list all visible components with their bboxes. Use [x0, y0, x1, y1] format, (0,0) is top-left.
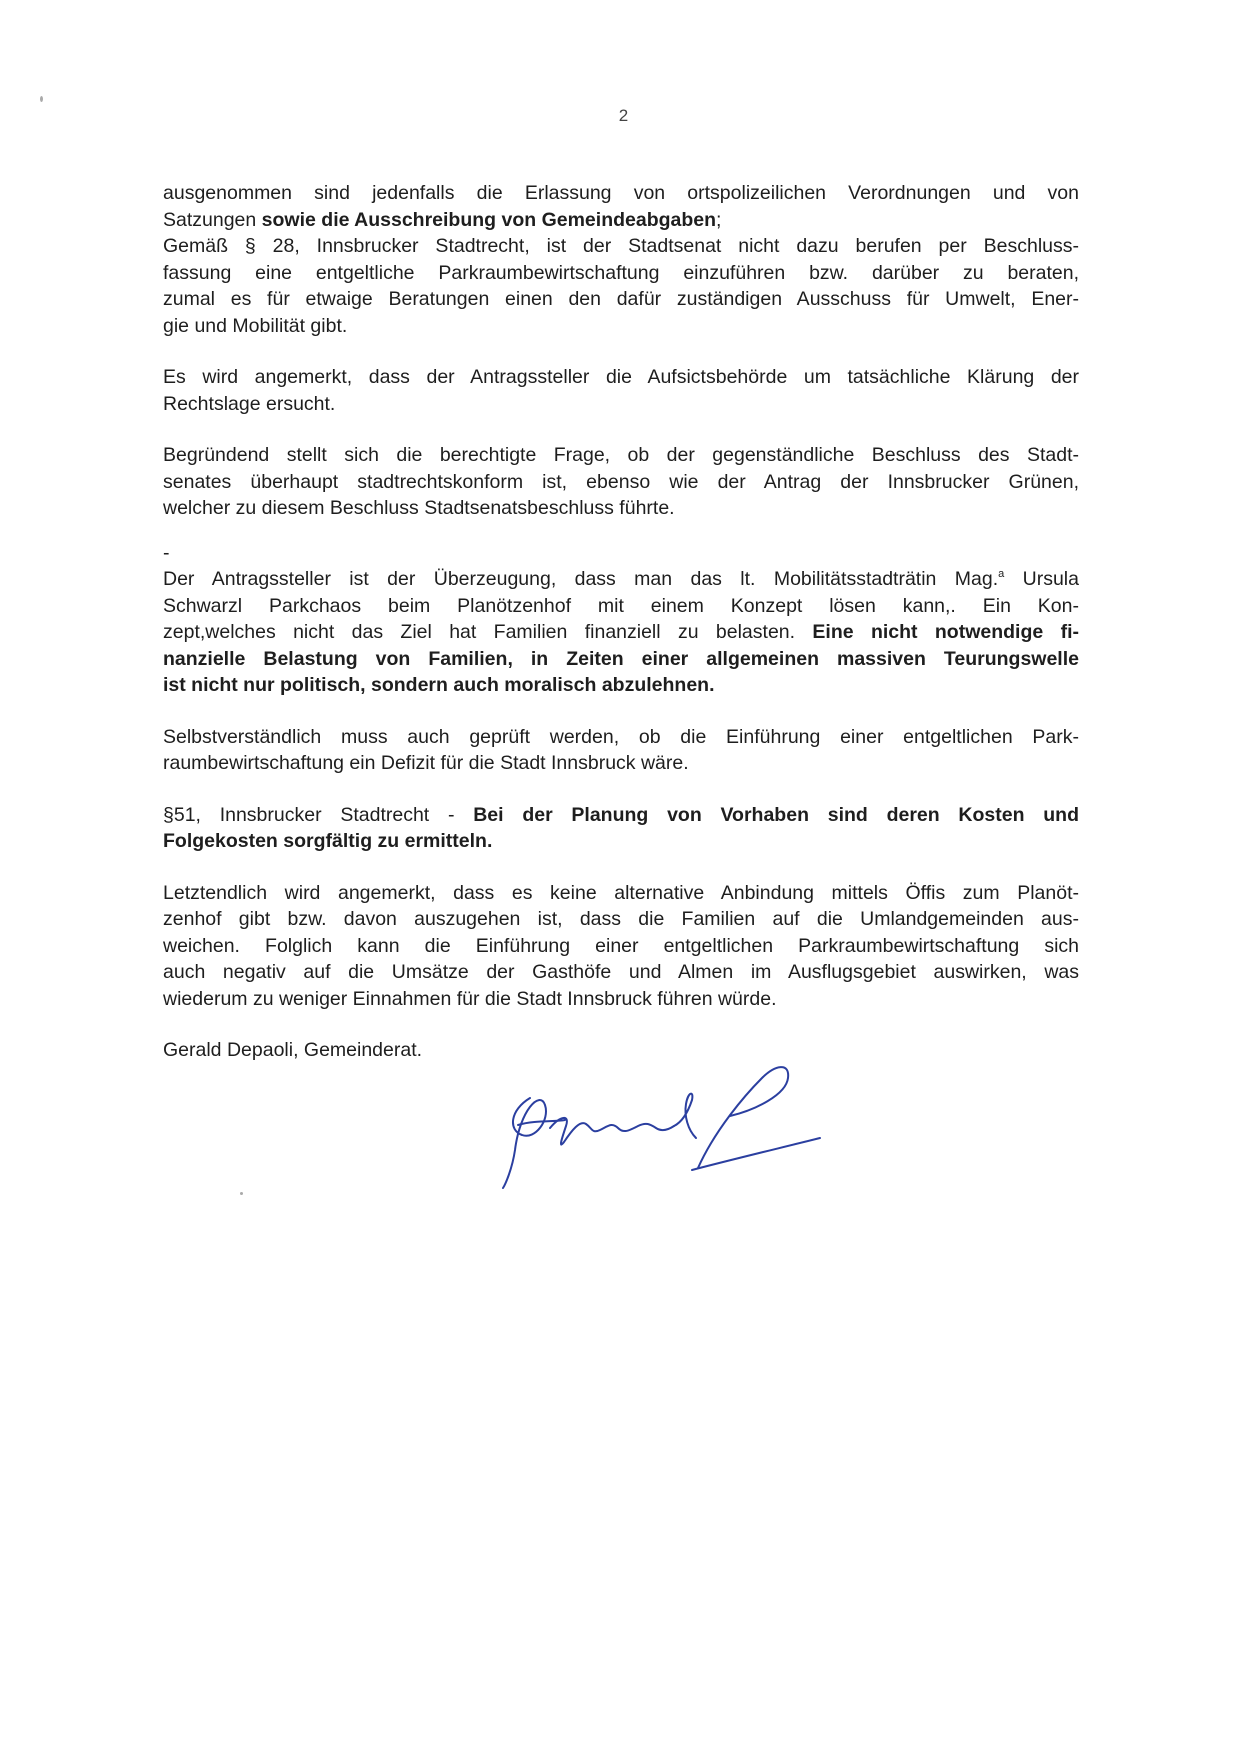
text-span: ;: [716, 208, 722, 231]
text-span: §51, Innsbrucker Stadtrecht -: [163, 803, 474, 826]
scan-speck: [240, 1192, 243, 1195]
text-line: fassung eine entgeltliche Parkraumbewirtschaftung einzuführen bzw. darüber zu beraten,: [163, 261, 1079, 284]
page-number: 2: [618, 106, 629, 125]
text-line: zenhof gibt bzw. davon auszugehen ist, dass die Familien auf die Umlandgemeinden aus-: [163, 908, 1079, 930]
text-line: weichen. Folglich kann die Einführung einer entgeltlichen Parkraumbewirtschaftung sich: [163, 934, 1079, 957]
dash-marker: -: [163, 541, 170, 564]
paragraph-5: [163, 724, 1079, 777]
handwritten-signature-icon: [500, 1050, 880, 1190]
text-line: [163, 207, 1079, 234]
text-span: Der Antragssteller ist der Überzeugung, dass man das lt. Mobilitätsstadträtin Mag.: [163, 568, 999, 590]
superscript: a: [998, 568, 1005, 580]
bold-text-line: nanzielle Belastung von Familien, in Zeiten einer allgemeinen massiven Teurungswelle: [163, 647, 1079, 670]
document-body: [163, 180, 1079, 1064]
text-line: auch negativ auf die Umsätze der Gasthöfe und Almen im Ausflugsgebiet auswirken, was: [163, 961, 1079, 983]
bold-text: Bei der Planung von Vorhaben sind deren Kosten und: [473, 803, 1079, 826]
text-line: zumal es für etwaige Beratungen einen den dafür zuständigen Ausschuss für Umwelt, Ener-: [163, 288, 1079, 310]
bold-text-line: Folgekosten sorgfältig zu ermitteln.: [163, 830, 493, 852]
closing-signature-line: Gerald Depaoli, Gemeinderat.: [163, 1039, 423, 1061]
scan-speck: [40, 96, 43, 102]
text-line: gie und Mobilität gibt.: [163, 314, 348, 337]
text-span: zept,welches nicht das Ziel hat Familien finanziell zu belasten.: [163, 621, 813, 643]
text-line: Letztendlich wird angemerkt, dass es keine alternative Anbindung mittels Öffis zum Planöt-: [163, 881, 1079, 904]
text-line: Selbstverständlich muss auch geprüft werden, ob die Einführung einer entgeltlichen Park-: [163, 725, 1079, 748]
text-line: raumbewirtschaftung ein Defizit für die Stadt Innsbruck wäre.: [163, 752, 689, 774]
text-line: [163, 566, 1079, 593]
text-line: senates überhaupt stadtrechtskonform ist, ebenso wie der Antrag der Innsbrucker Grünen,: [163, 470, 1079, 493]
text-line: [163, 619, 1079, 646]
text-line: ausgenommen sind jedenfalls die Erlassung von ortspolizeilichen Verordnungen und von: [163, 182, 1079, 204]
bold-text: sowie die Ausschreibung von Gemeindeabgaben: [261, 208, 717, 231]
text-line: Es wird angemerkt, dass der Antragssteller die Aufsictsbehörde um tatsächliche Klärung der: [163, 366, 1079, 388]
text-line: [163, 802, 1079, 829]
text-line: Rechtslage ersucht.: [163, 392, 336, 415]
bold-text-line: ist nicht nur politisch, sondern auch moralisch abzulehnen.: [163, 674, 715, 696]
paragraph-7: [163, 880, 1079, 1013]
bold-text: Eine nicht notwendige fi-: [812, 621, 1079, 643]
text-line: Gemäß § 28, Innsbrucker Stadtrecht, ist der Stadtsenat nicht dazu berufen per Beschluss-: [163, 235, 1079, 257]
paragraph-1: [163, 180, 1079, 339]
text-span: Ursula: [1004, 568, 1079, 590]
text-span: Satzungen: [163, 208, 262, 231]
paragraph-4: [163, 566, 1079, 699]
text-line: wiederum zu weniger Einnahmen für die Stadt Innsbruck führen würde.: [163, 987, 777, 1010]
paragraph-6: [163, 802, 1079, 855]
text-line: Begründend stellt sich die berechtigte Frage, ob der gegenständliche Beschluss des Stadt-: [163, 444, 1079, 466]
text-line: welcher zu diesem Beschluss Stadtsenatsbeschluss führte.: [163, 497, 675, 519]
text-line: Schwarzl Parkchaos beim Planötzenhof mit einem Konzept lösen kann,. Ein Kon-: [163, 594, 1079, 617]
paragraph-2: [163, 364, 1079, 417]
paragraph-3: [163, 442, 1079, 522]
